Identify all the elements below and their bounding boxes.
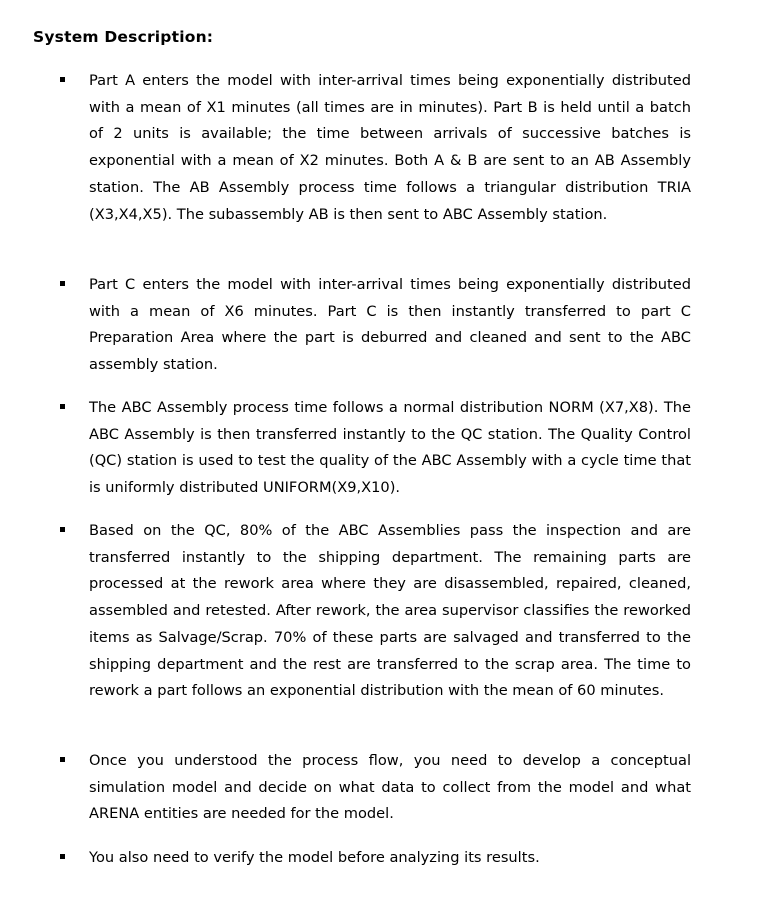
bullet-marker-icon — [60, 404, 65, 409]
bullet-marker-icon — [60, 757, 65, 762]
bullet-text: Part A enters the model with inter-arrival times being exponentially distributed with a mean of X1 minutes (all times are in minutes). Part B is held until a batch of 2 units is available; the time between arrivals of successive batches is exponential with a mean of X2 minutes. Both A & B are sent to an AB Assembly station. The AB Assembly process time follows a triangular distribution TRIA (X3,X4,X5). The subassembly AB is then sent to ABC Assembly station. — [89, 72, 691, 223]
bullet-text: Part C enters the model with inter-arrival times being exponentially distributed with a mean of X6 minutes. Part C is then instantly transferred to part C Preparation Area where the part is deburred and cleaned and sent to the ABC assembly station. — [89, 276, 691, 374]
section-heading: System Description: — [33, 28, 214, 46]
bullet-text: Based on the QC, 80% of the ABC Assemblies pass the inspection and are transferred instantly to the shipping department. The remaining parts are processed at the rework area where they are disassembled, repaired, cleaned, assembled and retested. After rework, the area supervisor classifies the reworked items as Salvage/Scrap. 70% of these parts are salvaged and transferred to the shipping department and the rest are transferred to the scrap area. The time to rework a part follows an exponential distribution with the mean of 60 minutes. — [89, 522, 691, 700]
bullet-text: Once you understood the process flow, you need to develop a conceptual simulation model and decide on what data to collect from the model and what ARENA entities are needed for the model. — [89, 752, 691, 823]
bullet-marker-icon — [60, 77, 65, 82]
bullet-marker-icon — [60, 281, 65, 286]
bullet-marker-icon — [60, 527, 65, 532]
bullet-marker-icon — [60, 854, 65, 859]
bullet-text: You also need to verify the model before analyzing its results. — [89, 849, 540, 866]
bullet-text: The ABC Assembly process time follows a normal distribution NORM (X7,X8). The ABC Assembly is then transferred instantly to the QC station. The Quality Control (QC) station is used to test the quality of the ABC Assembly with a cycle time that is uniformly distributed UNIFORM(X9,X10). — [89, 399, 691, 497]
